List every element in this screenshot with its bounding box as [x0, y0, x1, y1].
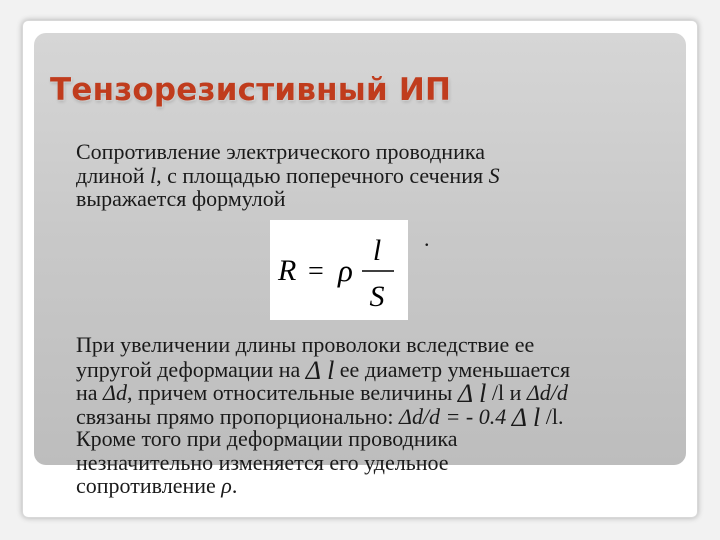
text-line: незначительно изменяется его удельное	[76, 449, 449, 475]
period-mark: .	[424, 226, 430, 251]
slide-title: Тензорезистивный ИП	[50, 72, 452, 108]
text-run: , причем относительные величины	[126, 380, 458, 405]
proportion-equation: Δd/d = - 0.4	[399, 403, 512, 429]
paragraph-resistance-definition	[76, 140, 500, 211]
text-run: на	[76, 380, 104, 405]
delta-d-symbol: Δd	[103, 380, 127, 405]
text-run: /l.	[540, 403, 564, 429]
formula-rho: ρ	[338, 253, 353, 288]
text-run: ее диаметр уменьшается	[334, 356, 571, 382]
paragraph-deformation	[76, 333, 570, 498]
length-symbol: l	[150, 162, 157, 188]
delta-d-ratio: Δd/d	[526, 380, 568, 405]
rho-symbol: ρ	[221, 473, 232, 498]
text-run: /l и	[486, 380, 527, 405]
text-line: Сопротивление электрического проводника	[76, 139, 485, 164]
formula-lhs: R	[278, 254, 297, 287]
area-symbol: S	[488, 162, 500, 188]
text-run: , с площадью поперечного сечения	[156, 162, 489, 188]
delta-l-symbol: Δ l	[305, 355, 335, 385]
text-line: Кроме того при деформации проводника	[76, 426, 458, 451]
text-run: связаны прямо пропорционально:	[76, 403, 400, 429]
text-line: выражается формулой	[76, 186, 286, 211]
text-run: упругой деформации на	[76, 356, 306, 382]
delta-l-symbol: Δ l	[511, 402, 541, 432]
formula-graphic	[270, 220, 408, 320]
formula-equals: =	[308, 256, 324, 287]
delta-l-symbol: Δ l	[457, 379, 487, 408]
text-line	[76, 355, 571, 385]
text-run: длиной	[76, 162, 150, 188]
resistance-formula	[270, 220, 408, 320]
formula-denominator: S	[369, 280, 385, 313]
text-line	[76, 164, 500, 188]
text-run: сопротивление	[76, 473, 222, 498]
text-line	[76, 474, 570, 498]
text-line: При увеличении длины проволоки вследствие ее	[76, 332, 535, 357]
text-line	[76, 402, 570, 432]
text-run: .	[231, 473, 238, 498]
formula-numerator: l	[372, 234, 382, 267]
